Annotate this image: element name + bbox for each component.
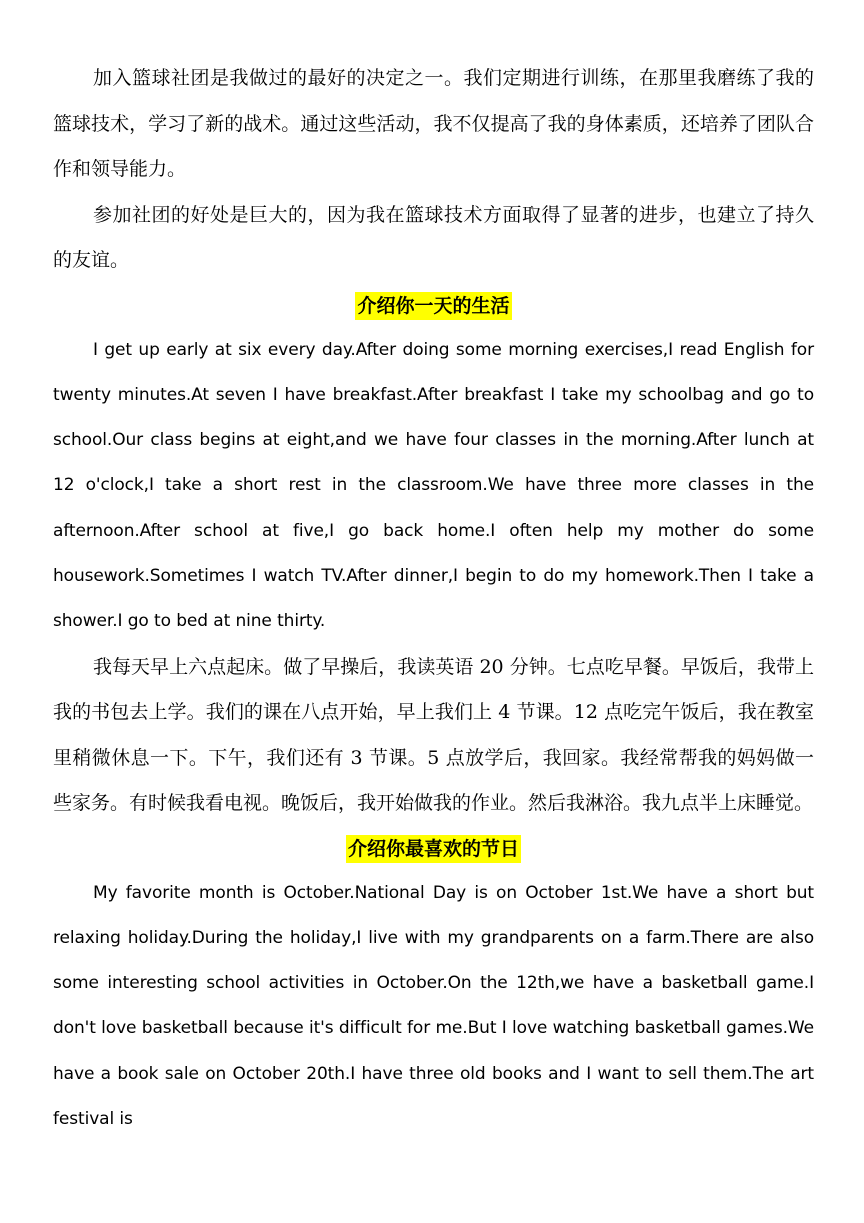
festival-paragraph-en: My favorite month is October.National Day is on October 1st.We have a short but relaxing holiday.During the holiday,I live with my grandparents on a farm.There are also some interesting school activities in October.On the 12th,we have a basketball game.I don't love basketball because it's difficult for me.But I love watching basketball games.We have a book sale on October 20th.I have three old books and I want to sell them.The art festival is — [53, 882, 814, 1130]
club-paragraph-zh-2: 参加社团的好处是巨大的，因为我在篮球技术方面取得了显著的进步，也建立了持久的友谊。 — [53, 203, 814, 271]
document-content — [53, 56, 814, 1142]
heading-day: 介绍你一天的生活 — [355, 292, 511, 320]
heading-festival: 介绍你最喜欢的节日 — [346, 835, 521, 863]
heading-day-wrapper — [53, 284, 814, 328]
club-paragraph-zh-1: 加入篮球社团是我做过的最好的决定之一。我们定期进行训练，在那里我磨练了我的篮球技术，学习了新的战术。通过这些活动，我不仅提高了我的身体素质，还培养了团队合作和领导能力。 — [53, 67, 814, 180]
day-paragraph-zh: 我每天早上六点起床。做了早操后，我读英语 20 分钟。七点吃早餐。早饭后，我带上我的书包去上学。我们的课在八点开始，早上我们上 4 节课。12 点吃完午饭后，我在教室里稍微休息一下。下午，我们还有 3 节课。5 点放学后，我回家。我经常帮我的妈妈做一些家务。有时候我看电视。晚饭后，我开始做我的作业。然后我淋浴。我九点半上床睡觉。 — [53, 655, 814, 815]
day-paragraph-en: I get up early at six every day.After doing some morning exercises,I read English for twenty minutes.At seven I have breakfast.After breakfast I take my schoolbag and go to school.Our class begins at eight,and we have four classes in the morning.After lunch at 12 o'clock,I take a short rest in the classroom.We have three more classes in the afternoon.After school at five,I go back home.I often help my mother do some housework.Sometimes I watch TV.After dinner,I begin to do my homework.Then I take a shower.I go to bed at nine thirty. — [53, 339, 814, 632]
heading-festival-wrapper — [53, 827, 814, 871]
